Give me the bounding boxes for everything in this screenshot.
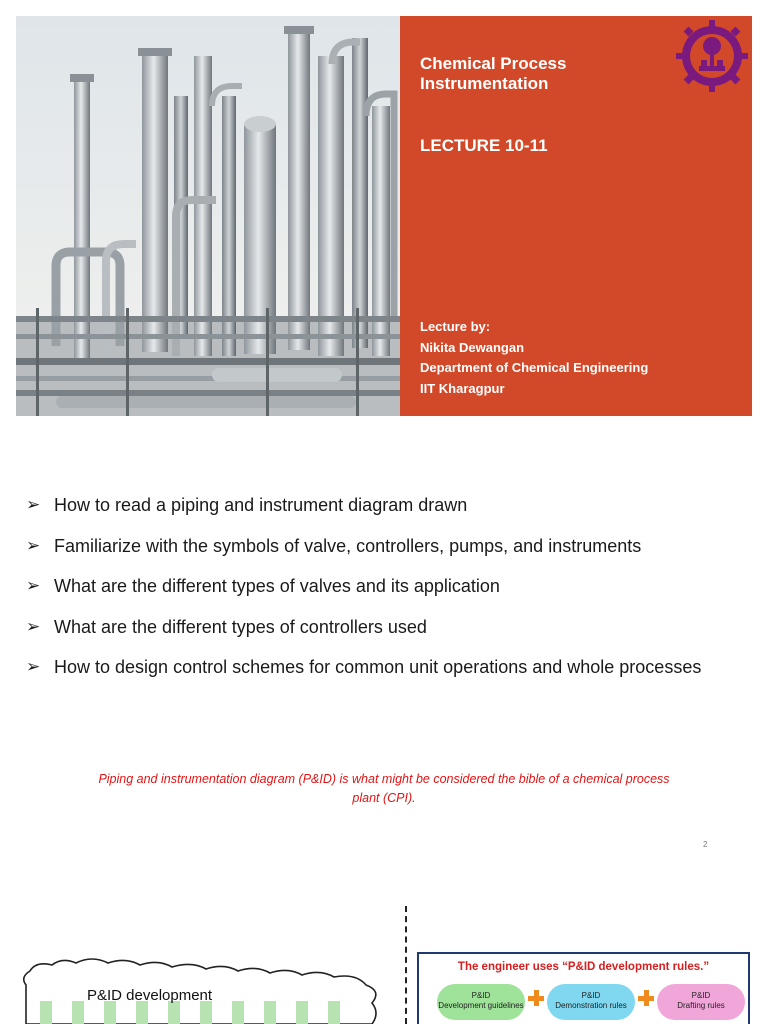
lecturer-name: Nikita Dewangan (420, 339, 525, 355)
arrow-bullet-icon: ➢ (26, 576, 41, 595)
lecture-number: LECTURE 10-11 (420, 136, 548, 155)
arrow-bullet-icon: ➢ (26, 616, 41, 636)
pid-rules-box (417, 952, 750, 1024)
plus-icon (528, 990, 544, 1006)
title-slide (16, 16, 752, 416)
refinery-photo (16, 16, 400, 416)
pid-quote: Piping and instrumentation diagram (P&ID) is what might be considered the bible of a chemical process plant (CPI). (98, 772, 670, 805)
lecture-by-label: Lecture by: (420, 319, 491, 334)
cloud-label: P&ID development (87, 987, 213, 1004)
lecture-credits (420, 317, 648, 399)
arrow-bullet-icon: ➢ (26, 495, 41, 514)
institute-name: IIT Kharagpur (420, 380, 505, 396)
department-name: Department of Chemical Engineering (420, 360, 649, 375)
institute-logo-icon (673, 16, 751, 94)
course-title: Chemical Process Instrumentation (420, 54, 567, 93)
pid-guidelines-pill: P&ID Development guidelines (437, 984, 525, 1020)
page-number: 2 (703, 840, 708, 849)
list-item: ➢ Familiarize with the symbols of valve, controllers, pumps, and instruments (26, 526, 746, 567)
pid-drafting-pill: P&ID Drafting rules (657, 984, 745, 1020)
list-item: ➢ How to design control schemes for common unit operations and whole processes (26, 647, 716, 688)
list-item: ➢ What are the different types of controllers used (26, 607, 746, 648)
list-item: ➢ How to read a piping and instrument diagram drawn (26, 485, 746, 526)
refinery-illustration (16, 16, 400, 416)
plus-icon (638, 990, 654, 1006)
rules-title: The engineer uses “P&ID development rules.” (457, 961, 710, 973)
objectives-list (26, 485, 746, 688)
arrow-bullet-icon: ➢ (26, 535, 41, 555)
arrow-bullet-icon: ➢ (26, 657, 41, 676)
list-item: ➢ What are the different types of valves and its application (26, 566, 746, 607)
pid-demonstration-pill: P&ID Demonstration rules (547, 984, 635, 1020)
dashed-divider (405, 906, 407, 1024)
